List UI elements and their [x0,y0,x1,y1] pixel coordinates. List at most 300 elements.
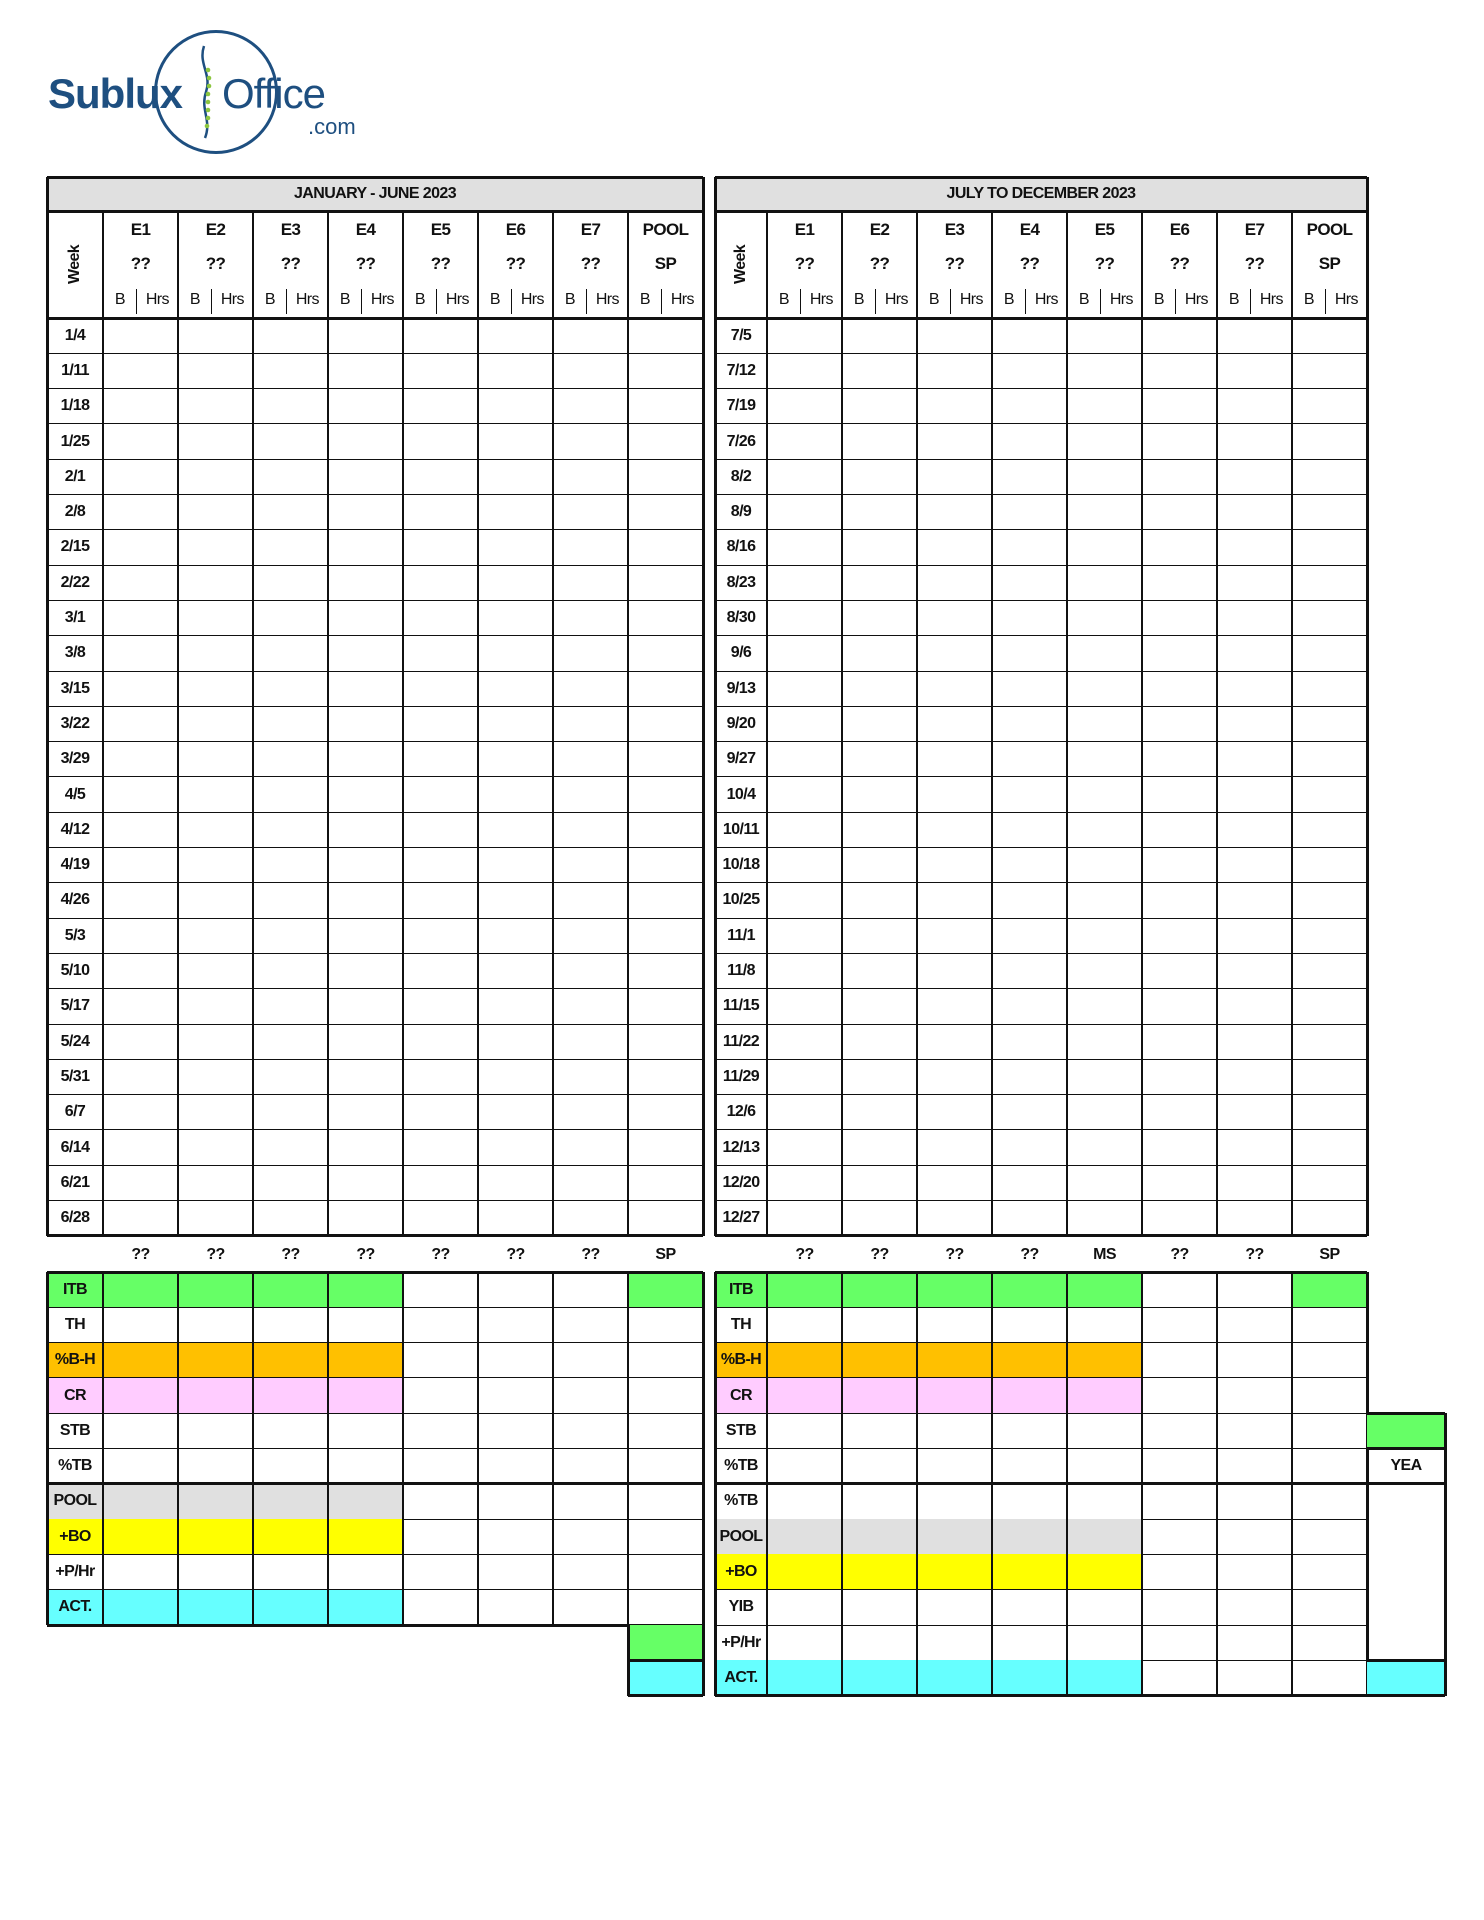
left-entry-cell[interactable] [628,530,703,565]
right-summary-cell[interactable] [1217,1625,1292,1660]
right-entry-cell[interactable] [1292,389,1367,424]
left-entry-cell[interactable] [553,1059,628,1094]
right-entry-cell[interactable] [1292,1095,1367,1130]
right-entry-cell[interactable] [917,530,992,565]
left-entry-cell[interactable] [178,424,253,459]
right-summary-cell[interactable] [767,1378,842,1413]
left-summary-cell[interactable] [103,1378,178,1413]
left-entry-cell[interactable] [178,1165,253,1200]
left-summary-cell[interactable] [103,1272,178,1307]
right-entry-cell[interactable] [1217,389,1292,424]
right-entry-cell[interactable] [1217,1130,1292,1165]
left-entry-cell[interactable] [403,459,478,494]
right-summary-cell[interactable] [1142,1449,1217,1484]
right-summary-cell[interactable] [917,1449,992,1484]
right-entry-cell[interactable] [992,353,1067,388]
right-entry-cell[interactable] [992,1130,1067,1165]
left-summary-cell[interactable] [178,1378,253,1413]
left-entry-cell[interactable] [253,1024,328,1059]
left-summary-cell[interactable] [628,1484,703,1519]
left-entry-cell[interactable] [328,918,403,953]
right-entry-cell[interactable] [917,671,992,706]
left-entry-cell[interactable] [253,1130,328,1165]
right-summary-cell[interactable] [1292,1519,1367,1554]
left-summary-cell[interactable] [103,1307,178,1342]
right-entry-cell[interactable] [1142,918,1217,953]
right-entry-cell[interactable] [1217,600,1292,635]
right-entry-cell[interactable] [917,389,992,424]
left-entry-cell[interactable] [328,1095,403,1130]
left-entry-cell[interactable] [178,1024,253,1059]
right-entry-cell[interactable] [1142,636,1217,671]
left-entry-cell[interactable] [628,1130,703,1165]
right-summary-cell[interactable] [1217,1272,1292,1307]
right-summary-cell[interactable] [1292,1625,1367,1660]
left-entry-cell[interactable] [403,565,478,600]
left-entry-cell[interactable] [253,1059,328,1094]
left-entry-cell[interactable] [478,389,553,424]
left-entry-cell[interactable] [478,1130,553,1165]
left-entry-cell[interactable] [628,1201,703,1236]
left-entry-cell[interactable] [103,318,178,353]
left-summary-cell[interactable] [553,1272,628,1307]
left-summary-cell[interactable] [178,1343,253,1378]
right-summary-cell[interactable] [917,1484,992,1519]
right-entry-cell[interactable] [842,706,917,741]
left-entry-cell[interactable] [553,565,628,600]
right-entry-cell[interactable] [992,495,1067,530]
right-entry-cell[interactable] [917,918,992,953]
left-entry-cell[interactable] [478,777,553,812]
right-entry-cell[interactable] [1217,706,1292,741]
right-summary-cell[interactable] [917,1625,992,1660]
left-entry-cell[interactable] [478,318,553,353]
right-entry-cell[interactable] [1067,918,1142,953]
right-entry-cell[interactable] [1142,600,1217,635]
left-summary-cell[interactable] [553,1554,628,1589]
right-entry-cell[interactable] [992,1059,1067,1094]
right-summary-cell[interactable] [1142,1625,1217,1660]
left-entry-cell[interactable] [403,706,478,741]
right-summary-cell[interactable] [1292,1307,1367,1342]
right-entry-cell[interactable] [1217,918,1292,953]
right-entry-cell[interactable] [767,953,842,988]
left-entry-cell[interactable] [628,1165,703,1200]
right-entry-cell[interactable] [767,318,842,353]
right-entry-cell[interactable] [992,848,1067,883]
left-entry-cell[interactable] [178,953,253,988]
left-summary-cell[interactable] [478,1378,553,1413]
left-entry-cell[interactable] [103,459,178,494]
left-entry-cell[interactable] [253,459,328,494]
right-summary-cell[interactable] [767,1272,842,1307]
left-entry-cell[interactable] [478,1024,553,1059]
right-summary-cell[interactable] [767,1519,842,1554]
left-entry-cell[interactable] [628,777,703,812]
right-entry-cell[interactable] [767,495,842,530]
left-summary-cell[interactable] [253,1413,328,1448]
left-entry-cell[interactable] [478,424,553,459]
left-entry-cell[interactable] [253,671,328,706]
left-entry-cell[interactable] [553,706,628,741]
left-entry-cell[interactable] [253,353,328,388]
right-entry-cell[interactable] [1142,565,1217,600]
left-entry-cell[interactable] [253,636,328,671]
right-entry-cell[interactable] [1067,495,1142,530]
right-entry-cell[interactable] [1292,495,1367,530]
left-entry-cell[interactable] [178,389,253,424]
left-summary-cell[interactable] [628,1449,703,1484]
right-summary-cell[interactable] [1067,1307,1142,1342]
right-summary-cell[interactable] [992,1554,1067,1589]
right-summary-cell[interactable] [1217,1519,1292,1554]
right-entry-cell[interactable] [842,600,917,635]
right-entry-cell[interactable] [1292,636,1367,671]
right-entry-cell[interactable] [842,1059,917,1094]
right-entry-cell[interactable] [1217,424,1292,459]
right-entry-cell[interactable] [917,636,992,671]
right-entry-cell[interactable] [992,530,1067,565]
left-summary-cell[interactable] [103,1519,178,1554]
left-entry-cell[interactable] [178,706,253,741]
right-entry-cell[interactable] [1217,989,1292,1024]
left-summary-cell[interactable] [103,1449,178,1484]
right-entry-cell[interactable] [1217,671,1292,706]
left-entry-cell[interactable] [628,1095,703,1130]
left-entry-cell[interactable] [403,777,478,812]
left-entry-cell[interactable] [178,600,253,635]
left-entry-cell[interactable] [103,1095,178,1130]
right-entry-cell[interactable] [842,530,917,565]
right-entry-cell[interactable] [1292,1059,1367,1094]
left-entry-cell[interactable] [478,1059,553,1094]
right-entry-cell[interactable] [1217,1059,1292,1094]
right-entry-cell[interactable] [767,777,842,812]
right-summary-cell[interactable] [1292,1590,1367,1625]
left-entry-cell[interactable] [253,989,328,1024]
right-summary-cell[interactable] [1142,1519,1217,1554]
left-entry-cell[interactable] [403,742,478,777]
right-entry-cell[interactable] [767,530,842,565]
right-entry-cell[interactable] [1292,1024,1367,1059]
left-entry-cell[interactable] [553,848,628,883]
left-entry-cell[interactable] [403,530,478,565]
right-summary-cell[interactable] [842,1625,917,1660]
right-entry-cell[interactable] [1292,777,1367,812]
right-entry-cell[interactable] [992,812,1067,847]
right-entry-cell[interactable] [1067,671,1142,706]
left-entry-cell[interactable] [103,706,178,741]
left-summary-cell[interactable] [178,1413,253,1448]
right-entry-cell[interactable] [842,1165,917,1200]
right-summary-cell[interactable] [1142,1378,1217,1413]
right-entry-cell[interactable] [1217,812,1292,847]
right-entry-cell[interactable] [1292,600,1367,635]
left-entry-cell[interactable] [328,777,403,812]
right-entry-cell[interactable] [1292,812,1367,847]
left-summary-cell[interactable] [403,1413,478,1448]
left-summary-cell[interactable] [403,1272,478,1307]
right-summary-cell[interactable] [1142,1590,1217,1625]
left-entry-cell[interactable] [628,1059,703,1094]
left-entry-cell[interactable] [478,848,553,883]
left-summary-cell[interactable] [403,1449,478,1484]
left-entry-cell[interactable] [403,1130,478,1165]
right-summary-cell[interactable] [992,1519,1067,1554]
left-entry-cell[interactable] [103,353,178,388]
left-summary-cell[interactable] [328,1378,403,1413]
right-summary-cell[interactable] [917,1343,992,1378]
left-entry-cell[interactable] [478,495,553,530]
left-entry-cell[interactable] [103,424,178,459]
right-summary-cell[interactable] [842,1554,917,1589]
left-entry-cell[interactable] [553,1130,628,1165]
right-entry-cell[interactable] [767,1059,842,1094]
right-summary-cell[interactable] [842,1343,917,1378]
left-summary-cell[interactable] [103,1413,178,1448]
right-entry-cell[interactable] [992,671,1067,706]
right-entry-cell[interactable] [1142,671,1217,706]
right-entry-cell[interactable] [1067,1095,1142,1130]
right-entry-cell[interactable] [1217,953,1292,988]
right-entry-cell[interactable] [767,918,842,953]
left-summary-cell[interactable] [178,1307,253,1342]
right-summary-cell[interactable] [1217,1307,1292,1342]
left-entry-cell[interactable] [628,459,703,494]
left-entry-cell[interactable] [553,953,628,988]
left-summary-cell[interactable] [328,1554,403,1589]
right-entry-cell[interactable] [917,495,992,530]
right-entry-cell[interactable] [1217,353,1292,388]
right-entry-cell[interactable] [767,565,842,600]
left-summary-cell[interactable] [403,1343,478,1378]
right-entry-cell[interactable] [917,565,992,600]
right-summary-cell[interactable] [917,1378,992,1413]
right-entry-cell[interactable] [767,706,842,741]
left-summary-cell[interactable] [628,1272,703,1307]
right-summary-cell[interactable] [992,1343,1067,1378]
right-entry-cell[interactable] [1292,953,1367,988]
right-summary-cell[interactable] [1067,1343,1142,1378]
left-entry-cell[interactable] [328,565,403,600]
right-entry-cell[interactable] [1292,530,1367,565]
right-entry-cell[interactable] [842,989,917,1024]
right-summary-cell[interactable] [767,1307,842,1342]
left-entry-cell[interactable] [103,530,178,565]
left-entry-cell[interactable] [403,918,478,953]
right-entry-cell[interactable] [917,1024,992,1059]
left-entry-cell[interactable] [403,636,478,671]
right-summary-cell[interactable] [1292,1343,1367,1378]
left-entry-cell[interactable] [253,953,328,988]
right-entry-cell[interactable] [1142,424,1217,459]
left-entry-cell[interactable] [178,883,253,918]
left-summary-cell[interactable] [178,1484,253,1519]
right-summary-cell[interactable] [1217,1484,1292,1519]
right-entry-cell[interactable] [1142,353,1217,388]
right-entry-cell[interactable] [917,989,992,1024]
left-entry-cell[interactable] [328,1024,403,1059]
left-summary-cell[interactable] [178,1590,253,1625]
right-summary-cell[interactable] [1292,1378,1367,1413]
left-entry-cell[interactable] [253,1201,328,1236]
left-entry-cell[interactable] [553,530,628,565]
right-entry-cell[interactable] [1142,1059,1217,1094]
left-entry-cell[interactable] [328,883,403,918]
left-entry-cell[interactable] [253,495,328,530]
right-entry-cell[interactable] [992,989,1067,1024]
right-entry-cell[interactable] [1067,1130,1142,1165]
left-summary-cell[interactable] [328,1590,403,1625]
right-summary-cell[interactable] [1067,1625,1142,1660]
left-entry-cell[interactable] [403,671,478,706]
right-summary-cell[interactable] [1142,1413,1217,1448]
right-summary-cell[interactable] [842,1307,917,1342]
right-entry-cell[interactable] [767,389,842,424]
left-entry-cell[interactable] [103,1201,178,1236]
right-entry-cell[interactable] [1217,777,1292,812]
left-entry-cell[interactable] [328,459,403,494]
right-entry-cell[interactable] [1292,706,1367,741]
left-entry-cell[interactable] [253,742,328,777]
right-entry-cell[interactable] [842,777,917,812]
right-entry-cell[interactable] [842,671,917,706]
right-entry-cell[interactable] [842,1024,917,1059]
left-entry-cell[interactable] [103,1059,178,1094]
left-entry-cell[interactable] [478,1201,553,1236]
left-entry-cell[interactable] [403,1059,478,1094]
left-entry-cell[interactable] [253,530,328,565]
left-summary-cell[interactable] [253,1272,328,1307]
right-entry-cell[interactable] [1292,318,1367,353]
right-entry-cell[interactable] [842,353,917,388]
left-entry-cell[interactable] [628,318,703,353]
left-entry-cell[interactable] [553,318,628,353]
left-entry-cell[interactable] [553,812,628,847]
right-entry-cell[interactable] [992,600,1067,635]
right-summary-cell[interactable] [917,1660,992,1695]
right-summary-cell[interactable] [992,1484,1067,1519]
right-summary-cell[interactable] [767,1554,842,1589]
left-entry-cell[interactable] [628,812,703,847]
right-summary-cell[interactable] [1142,1307,1217,1342]
left-entry-cell[interactable] [553,459,628,494]
left-summary-cell[interactable] [103,1484,178,1519]
right-entry-cell[interactable] [1067,1024,1142,1059]
right-entry-cell[interactable] [917,459,992,494]
left-entry-cell[interactable] [553,883,628,918]
left-entry-cell[interactable] [628,848,703,883]
right-entry-cell[interactable] [992,389,1067,424]
right-entry-cell[interactable] [1292,424,1367,459]
left-entry-cell[interactable] [253,389,328,424]
left-entry-cell[interactable] [553,742,628,777]
right-entry-cell[interactable] [1217,530,1292,565]
left-entry-cell[interactable] [328,706,403,741]
right-entry-cell[interactable] [1217,1201,1292,1236]
right-summary-cell[interactable] [1292,1484,1367,1519]
left-entry-cell[interactable] [178,989,253,1024]
right-summary-cell[interactable] [842,1660,917,1695]
right-summary-cell[interactable] [1142,1272,1217,1307]
right-entry-cell[interactable] [1292,742,1367,777]
left-entry-cell[interactable] [328,530,403,565]
right-entry-cell[interactable] [992,636,1067,671]
left-entry-cell[interactable] [103,989,178,1024]
left-entry-cell[interactable] [403,812,478,847]
right-entry-cell[interactable] [992,883,1067,918]
left-entry-cell[interactable] [253,883,328,918]
right-entry-cell[interactable] [842,495,917,530]
right-entry-cell[interactable] [1142,389,1217,424]
left-entry-cell[interactable] [478,600,553,635]
right-entry-cell[interactable] [1292,1130,1367,1165]
left-summary-cell[interactable] [478,1590,553,1625]
left-summary-cell[interactable] [478,1519,553,1554]
right-summary-cell[interactable] [917,1590,992,1625]
left-summary-cell[interactable] [553,1343,628,1378]
left-entry-cell[interactable] [178,459,253,494]
right-entry-cell[interactable] [767,1095,842,1130]
left-entry-cell[interactable] [328,495,403,530]
left-entry-cell[interactable] [103,636,178,671]
left-summary-cell[interactable] [403,1554,478,1589]
right-summary-cell[interactable] [1067,1660,1142,1695]
left-entry-cell[interactable] [328,1059,403,1094]
right-entry-cell[interactable] [1217,848,1292,883]
left-entry-cell[interactable] [628,424,703,459]
right-entry-cell[interactable] [992,565,1067,600]
right-entry-cell[interactable] [917,600,992,635]
left-summary-cell[interactable] [253,1590,328,1625]
right-entry-cell[interactable] [917,777,992,812]
right-summary-cell[interactable] [992,1378,1067,1413]
left-summary-cell[interactable] [553,1519,628,1554]
right-entry-cell[interactable] [1217,1095,1292,1130]
right-summary-cell[interactable] [767,1413,842,1448]
left-summary-cell[interactable] [253,1378,328,1413]
left-entry-cell[interactable] [253,600,328,635]
left-summary-cell[interactable] [628,1343,703,1378]
right-entry-cell[interactable] [1067,636,1142,671]
left-summary-cell[interactable] [628,1554,703,1589]
right-entry-cell[interactable] [1217,459,1292,494]
right-entry-cell[interactable] [992,918,1067,953]
right-summary-cell[interactable] [1142,1484,1217,1519]
left-entry-cell[interactable] [328,1130,403,1165]
left-entry-cell[interactable] [628,389,703,424]
left-entry-cell[interactable] [478,565,553,600]
right-entry-cell[interactable] [1067,953,1142,988]
left-entry-cell[interactable] [178,318,253,353]
right-entry-cell[interactable] [1142,530,1217,565]
right-entry-cell[interactable] [1292,848,1367,883]
left-summary-cell[interactable] [328,1343,403,1378]
right-entry-cell[interactable] [1142,989,1217,1024]
left-entry-cell[interactable] [403,1024,478,1059]
right-entry-cell[interactable] [842,883,917,918]
right-summary-cell[interactable] [917,1519,992,1554]
right-entry-cell[interactable] [842,636,917,671]
left-entry-cell[interactable] [178,565,253,600]
right-entry-cell[interactable] [767,636,842,671]
left-summary-cell[interactable] [628,1413,703,1448]
left-entry-cell[interactable] [103,918,178,953]
left-entry-cell[interactable] [178,495,253,530]
left-summary-cell[interactable] [178,1449,253,1484]
right-entry-cell[interactable] [767,459,842,494]
left-summary-cell[interactable] [253,1519,328,1554]
